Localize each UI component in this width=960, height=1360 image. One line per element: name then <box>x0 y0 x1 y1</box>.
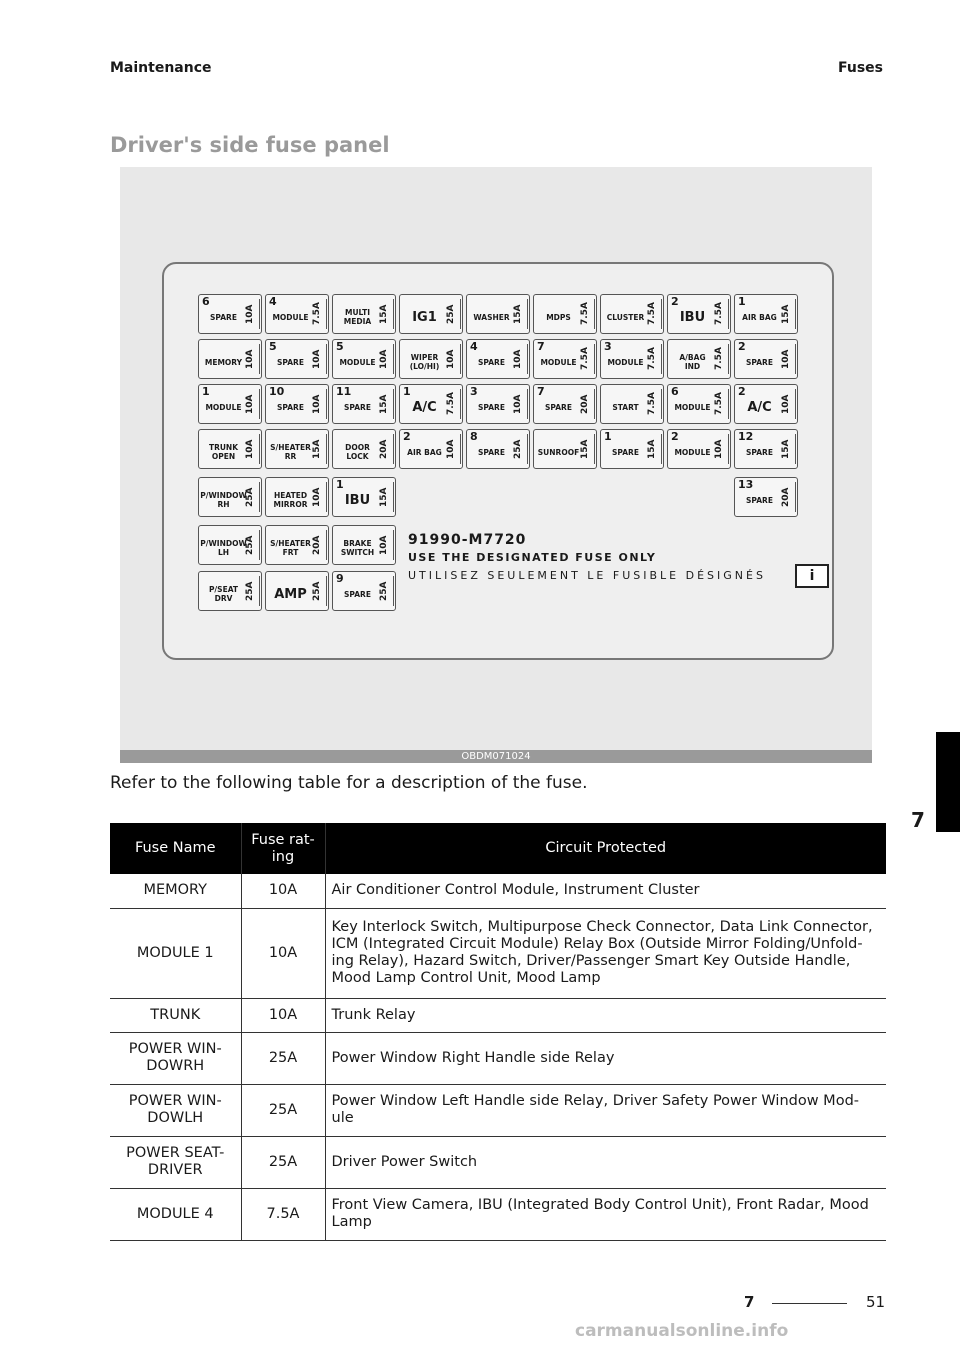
fuse-slot <box>265 571 329 611</box>
fuse-slot <box>198 339 262 379</box>
fuse-slot-number: 6 <box>671 385 679 398</box>
table-row <box>110 908 886 998</box>
fuse-slot-label: BRAKE SWITCH <box>340 539 375 557</box>
fuse-slot-label: SPARE <box>344 589 371 599</box>
fuse-slot-rating: 25A <box>244 482 260 512</box>
fuse-slot-rating: 7.5A <box>646 299 662 329</box>
fuse-slot-number: 8 <box>470 430 478 443</box>
fuse-rating-cell: 25A <box>241 1136 325 1188</box>
fuse-slot <box>667 339 731 379</box>
fuse-slot-label: MODULE <box>607 357 644 367</box>
table-row <box>110 1188 886 1240</box>
fuse-slot-label: S/HEATER FRT <box>270 539 311 557</box>
fuse-slot-label: MODULE <box>339 357 376 367</box>
fuse-slot-number: 5 <box>336 340 344 353</box>
fuse-name-cell: MEMORY <box>110 874 241 908</box>
circuit-cell: Trunk Relay <box>325 998 886 1032</box>
fuse-slot-rating: 15A <box>512 299 528 329</box>
fuse-slot-label: SPARE <box>277 357 304 367</box>
circuit-cell: Power Window Left Handle side Relay, Driver Safety Power Window Mod-ule <box>325 1084 886 1136</box>
fuse-slot <box>466 384 530 424</box>
fuse-rating-cell: 25A <box>241 1032 325 1084</box>
fuse-rating-cell: 10A <box>241 874 325 908</box>
fuse-slot-rating: 15A <box>646 434 662 464</box>
fuse-slot-label: AIR BAG <box>407 447 442 457</box>
fuse-panel-figure <box>120 167 872 763</box>
figure-caption: OBDM071024 <box>120 750 872 763</box>
fuse-slot-rating: 15A <box>378 299 394 329</box>
table-row <box>110 998 886 1032</box>
fuse-slot-label: P/SEAT DRV <box>208 585 239 603</box>
fuse-slot-rating: 10A <box>512 344 528 374</box>
fuse-slot-rating: 25A <box>311 576 327 606</box>
fuse-slot-rating: 7.5A <box>646 389 662 419</box>
fuse-slot-label: MODULE <box>540 357 577 367</box>
fuse-slot-label: WASHER <box>473 312 510 322</box>
fuse-slot-rating: 7.5A <box>579 299 595 329</box>
fuse-slot-label: SUNROOF <box>537 447 580 457</box>
fuse-slot <box>399 384 463 424</box>
fuse-slot-label: DOOR LOCK <box>345 443 370 461</box>
fuse-slot <box>198 571 262 611</box>
chapter-side-tab <box>936 732 960 832</box>
fuse-slot-label: IG1 <box>412 309 437 325</box>
fuse-slot-number: 2 <box>671 295 679 308</box>
fuse-slot-label: SPARE <box>545 402 572 412</box>
panel-utilisez-notice: UTILISEZ SEULEMENT LE FUSIBLE DÉSIGNÉS <box>408 569 766 582</box>
fuse-table <box>110 823 886 1241</box>
fuse-slot <box>399 339 463 379</box>
fuse-slot-number: 11 <box>336 385 352 398</box>
fuse-slot-label: SPARE <box>478 402 505 412</box>
fuse-slot <box>600 429 664 469</box>
fuse-name-cell: POWER WIN-DOWRH <box>110 1032 241 1084</box>
fuse-name-cell: POWER SEAT-DRIVER <box>110 1136 241 1188</box>
fuse-slot-label: SPARE <box>746 447 773 457</box>
fuse-slot-label: SPARE <box>746 357 773 367</box>
fuse-slot-rating: 10A <box>445 344 461 374</box>
fuse-slot <box>600 294 664 334</box>
fuse-slot-label: AMP <box>274 586 307 602</box>
fuse-rating-cell: 25A <box>241 1084 325 1136</box>
panel-use-notice: USE THE DESIGNATED FUSE ONLY <box>408 551 657 564</box>
fuse-slot <box>332 384 396 424</box>
header-fuse-name: Fuse Name <box>110 823 241 874</box>
fuse-slot-rating: 20A <box>311 530 327 560</box>
fuse-slot <box>198 294 262 334</box>
fuse-slot <box>734 384 798 424</box>
header-section-label: Maintenance <box>110 60 212 76</box>
fuse-name-cell: POWER WIN-DOWLH <box>110 1084 241 1136</box>
fuse-slot <box>600 384 664 424</box>
chapter-side-number: 7 <box>911 808 925 832</box>
fuse-slot-rating: 10A <box>378 344 394 374</box>
footer-divider <box>772 1303 847 1304</box>
fuse-slot-rating: 10A <box>780 344 796 374</box>
fuse-slot <box>399 429 463 469</box>
fuse-slot-label: P/WINDOW RH <box>200 491 247 509</box>
fuse-slot-rating: 10A <box>244 434 260 464</box>
fuse-slot-number: 5 <box>269 340 277 353</box>
fuse-slot-rating: 15A <box>780 299 796 329</box>
fuse-slot <box>399 294 463 334</box>
fuse-rating-cell: 10A <box>241 998 325 1032</box>
fuse-slot-number: 2 <box>403 430 411 443</box>
fuse-slot <box>667 294 731 334</box>
fuse-name-cell: MODULE 1 <box>110 908 241 998</box>
fuse-slot-label: SPARE <box>210 312 237 322</box>
fuse-slot-rating: 15A <box>378 389 394 419</box>
fuse-slot-rating: 25A <box>445 299 461 329</box>
header-fuse-rating: Fuse rat-ing <box>241 823 325 874</box>
fuse-slot-number: 2 <box>738 340 746 353</box>
fuse-slot-label: SPARE <box>478 357 505 367</box>
fuse-slot-rating: 7.5A <box>713 344 729 374</box>
fuse-slot-label: CLUSTER <box>606 312 645 322</box>
fuse-slot-label: SPARE <box>612 447 639 457</box>
fuse-slot-rating: 7.5A <box>445 389 461 419</box>
fuse-slot-rating: 25A <box>512 434 528 464</box>
fuse-slot-rating: 15A <box>311 434 327 464</box>
fuse-slot-rating: 10A <box>378 530 394 560</box>
fuse-slot <box>734 294 798 334</box>
fuse-slot <box>265 525 329 565</box>
fuse-slot-rating: 15A <box>780 434 796 464</box>
fuse-slot <box>332 571 396 611</box>
table-row <box>110 1136 886 1188</box>
fuse-slot-rating: 10A <box>780 389 796 419</box>
fuse-slot <box>332 477 396 517</box>
fuse-slot <box>198 477 262 517</box>
fuse-slot-label: A/C <box>412 399 437 415</box>
fuse-slot-rating: 10A <box>311 344 327 374</box>
fuse-slot <box>265 384 329 424</box>
fuse-slot-rating: 20A <box>579 389 595 419</box>
fuse-slot-label: A/BAG IND <box>679 353 706 371</box>
section-title: Driver's side fuse panel <box>110 133 390 157</box>
fuse-slot-rating: 25A <box>244 576 260 606</box>
circuit-cell: Power Window Right Handle side Relay <box>325 1032 886 1084</box>
fuse-slot-rating: 15A <box>579 434 595 464</box>
fuse-slot-label: SPARE <box>344 402 371 412</box>
fuse-slot-label: IBU <box>344 492 371 508</box>
fuse-slot-rating: 10A <box>445 434 461 464</box>
fuse-slot-label: MODULE <box>674 447 711 457</box>
fuse-slot-number: 1 <box>202 385 210 398</box>
fuse-slot-rating: 10A <box>311 389 327 419</box>
fuse-slot-rating: 25A <box>244 530 260 560</box>
fuse-slot-rating: 7.5A <box>311 299 327 329</box>
fuse-slot-label: MDPS <box>546 312 571 322</box>
fuse-slot-number: 1 <box>403 385 411 398</box>
fuse-slot <box>332 339 396 379</box>
fuse-slot-number: 10 <box>269 385 285 398</box>
fuse-slot-label: WIPER (LO/HI) <box>409 353 440 371</box>
fuse-slot-number: 9 <box>336 572 344 585</box>
fuse-slot-rating: 15A <box>378 482 394 512</box>
circuit-cell: Key Interlock Switch, Multipurpose Check Connector, Data Link Connector, ICM (Integrated Circuit Module) Relay Box (Outside Mirror Folding/Unfold-ing Relay), Hazard Switch, Driver/Passenger Smart Key Outside Handle, Mood Lamp Control Unit, Mood Lamp <box>325 908 886 998</box>
fuse-slot-number: 1 <box>336 478 344 491</box>
header-circuit-protected: Circuit Protected <box>325 823 886 874</box>
fuse-slot-rating: 10A <box>311 482 327 512</box>
fuse-slot <box>332 525 396 565</box>
table-row <box>110 1084 886 1136</box>
fuse-slot-label: MODULE <box>674 402 711 412</box>
header-topic-label: Fuses <box>838 60 883 76</box>
fuse-name-cell: MODULE 4 <box>110 1188 241 1240</box>
fuse-slot-rating: 7.5A <box>713 389 729 419</box>
fuse-slot-label: SPARE <box>478 447 505 457</box>
fuse-slot-label: P/WINDOW LH <box>200 539 247 557</box>
fuse-slot-number: 13 <box>738 478 754 491</box>
fuse-slot-rating: 7.5A <box>713 299 729 329</box>
fuse-slot <box>466 429 530 469</box>
fuse-slot-rating: 25A <box>378 576 394 606</box>
fuse-slot <box>198 429 262 469</box>
panel-part-number: 91990-M7720 <box>408 532 527 548</box>
fuse-slot <box>265 429 329 469</box>
fuse-slot-label: MEMORY <box>204 357 243 367</box>
fuse-slot-rating: 10A <box>713 434 729 464</box>
fuse-slot <box>600 339 664 379</box>
fuse-slot-number: 1 <box>604 430 612 443</box>
fuse-slot <box>667 429 731 469</box>
fuse-slot-label: AIR BAG <box>742 312 777 322</box>
fuse-slot <box>466 294 530 334</box>
fuse-slot <box>198 525 262 565</box>
circuit-cell: Front View Camera, IBU (Integrated Body Control Unit), Front Radar, Mood Lamp <box>325 1188 886 1240</box>
fuse-slot-label: SPARE <box>746 495 773 505</box>
footer-chapter: 7 <box>744 1293 755 1311</box>
fuse-slot-label: S/HEATER RR <box>270 443 311 461</box>
fuse-slot <box>265 477 329 517</box>
fuse-slot-number: 1 <box>738 295 746 308</box>
watermark: carmanualsonline.info <box>575 1321 789 1341</box>
fuse-slot-label: A/C <box>747 399 772 415</box>
fuse-table-header-row <box>110 823 886 874</box>
fuse-rating-cell: 7.5A <box>241 1188 325 1240</box>
fuse-slot-number: 12 <box>738 430 754 443</box>
fuse-slot-number: 2 <box>738 385 746 398</box>
fuse-slot <box>533 429 597 469</box>
fuse-slot-label: MODULE <box>272 312 309 322</box>
fuse-slot-rating: 20A <box>378 434 394 464</box>
fuse-slot-label: START <box>612 402 639 412</box>
fuse-slot-rating: 7.5A <box>579 344 595 374</box>
fuse-slot-number: 7 <box>537 385 545 398</box>
fuse-slot-label: SPARE <box>277 402 304 412</box>
circuit-cell: Air Conditioner Control Module, Instrument Cluster <box>325 874 886 908</box>
manual-info-icon: i <box>795 564 829 588</box>
fuse-slot-label: TRUNK OPEN <box>208 443 239 461</box>
fuse-slot-number: 3 <box>604 340 612 353</box>
fuse-slot-label: HEATED MIRROR <box>273 491 308 509</box>
fuse-slot-rating: 10A <box>244 389 260 419</box>
fuse-slot-label: IBU <box>679 309 706 325</box>
table-row <box>110 1032 886 1084</box>
fuse-slot <box>332 429 396 469</box>
fuse-slot-label: MULTI MEDIA <box>343 308 372 326</box>
fuse-slot <box>265 339 329 379</box>
fuse-slot <box>533 339 597 379</box>
footer-page-number: 51 <box>866 1293 886 1311</box>
fuse-slot-number: 7 <box>537 340 545 353</box>
fuse-slot-number: 4 <box>470 340 478 353</box>
fuse-slot-rating: 10A <box>244 344 260 374</box>
fuse-slot <box>734 429 798 469</box>
fuse-slot-rating: 10A <box>512 389 528 419</box>
fuse-slot <box>198 384 262 424</box>
fuse-slot-label: MODULE <box>205 402 242 412</box>
fuse-slot <box>734 477 798 517</box>
fuse-slot <box>533 294 597 334</box>
fuse-slot-number: 4 <box>269 295 277 308</box>
fuse-slot <box>466 339 530 379</box>
fuse-rating-cell: 10A <box>241 908 325 998</box>
circuit-cell: Driver Power Switch <box>325 1136 886 1188</box>
fuse-slot-rating: 7.5A <box>646 344 662 374</box>
fuse-slot <box>533 384 597 424</box>
fuse-slot <box>667 384 731 424</box>
fuse-slot <box>265 294 329 334</box>
fuse-slot-rating: 20A <box>780 482 796 512</box>
intro-text: Refer to the following table for a description of the fuse. <box>110 773 588 793</box>
fuse-slot <box>332 294 396 334</box>
fuse-name-cell: TRUNK <box>110 998 241 1032</box>
fuse-slot <box>734 339 798 379</box>
table-row <box>110 874 886 908</box>
fuse-slot-rating: 10A <box>244 299 260 329</box>
fuse-slot-number: 6 <box>202 295 210 308</box>
fuse-panel-diagram <box>162 262 834 660</box>
fuse-slot-number: 3 <box>470 385 478 398</box>
fuse-slot-number: 2 <box>671 430 679 443</box>
